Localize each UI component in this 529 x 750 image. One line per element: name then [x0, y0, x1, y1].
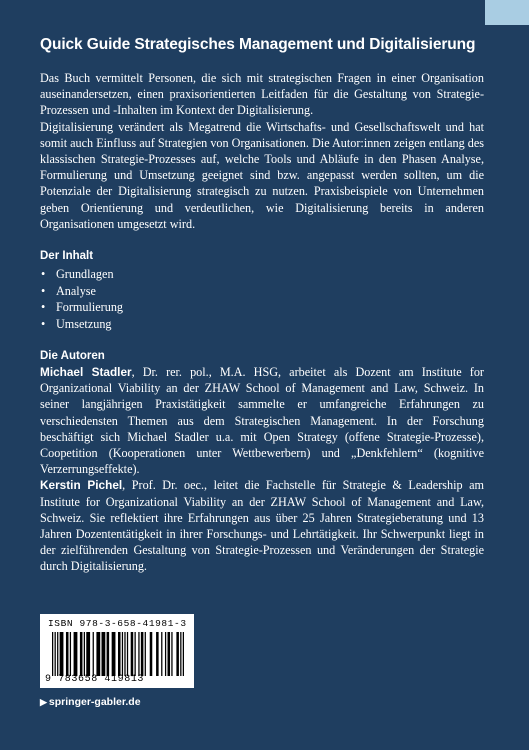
intro-paragraph: Das Buch vermittelt Personen, die sich mit strategischen Fragen in einer Organisation auseinandersetzen, einen praxisorientierten Leitfaden für die Gestaltung von Strategie-Prozessen und -Inhalten im Kontext der Digitalisierung. — [40, 71, 484, 118]
list-item: • Analyse — [41, 283, 96, 298]
barcode-bar — [138, 632, 139, 676]
barcode-bar — [86, 632, 90, 676]
barcode-bar — [150, 632, 153, 676]
barcode-bar — [156, 632, 159, 676]
barcode-bar — [66, 632, 69, 676]
barcode-bar — [112, 632, 116, 676]
barcode-bar — [74, 632, 78, 676]
barcode-bar — [118, 632, 121, 676]
contents-heading: Der Inhalt — [40, 250, 94, 263]
barcode-bar — [131, 632, 134, 676]
barcode-number: 9 783658 419813 — [45, 674, 145, 685]
barcode-bar — [60, 632, 64, 676]
bullet-icon: • — [41, 267, 46, 282]
barcode-bar — [176, 632, 179, 676]
barcode-bar — [93, 632, 94, 676]
barcode-bar — [57, 632, 58, 676]
barcode-bar — [52, 632, 53, 676]
barcode-bar — [96, 632, 100, 676]
barcode-bar — [107, 632, 110, 676]
book-title: Quick Guide Strategisches Management und Digitalisierung — [40, 36, 476, 53]
contents-list — [40, 266, 484, 332]
back-cover-text — [40, 36, 484, 575]
bullet-icon: • — [41, 283, 46, 298]
barcode-bars — [52, 632, 184, 676]
isbn-barcode — [40, 614, 194, 688]
barcode-bar — [80, 632, 83, 676]
barcode-bar — [171, 632, 172, 676]
isbn-label: ISBN 978-3-658-41981-3 — [48, 618, 187, 629]
publisher-link[interactable]: ▶ springer-gabler.de — [40, 696, 141, 708]
accent-band — [485, 0, 529, 25]
author-bio-stadler: Michael Stadler, Dr. rer. pol., M.A. HSG, arbeitet als Dozent am Institute for Organizational Viability an der ZHAW School of Management and Law, Schweiz. In seiner langjährigen Praxistätigkeit sammelte er umfangreiche Erfahrungen zu verschiedensten Themen aus dem Strategischen Management. In der Forschung beschäftigt sich Michael Stadler u.a. mit Open Strategy (offene Strategie-Prozesse), Coopetition (Kooperationen unter Wettbewerbern) und „Denkfehlern“ (kognitive Verzerrungseffekte). — [40, 365, 484, 477]
bullet-icon: • — [41, 300, 46, 315]
barcode-bar — [124, 632, 125, 676]
description-paragraph: Digitalisierung verändert als Megatrend die Wirtschafts- und Gesellschaftswelt und hat somit auch Einfluss auf Strategien von Organisationen. Die Autor:innen zeigen entlang des klassischen Strategie-Prozesses auf, welche Tools und Abläufe in den Phasen Analyse, Formulierung und Umsetzung geeignet sind bzw. angepasst werden sollten, um die Potenziale der Digitalisierung strategisch zu nutzen. Praxisbeispiele von Unternehmen geben Orientierung und verdeutlichen, wie Digitalisierung bereits in anderen Organisationen umgesetzt wird. — [40, 119, 484, 231]
barcode-bar — [84, 632, 85, 676]
barcode-bar — [183, 632, 184, 676]
barcode-bar — [161, 632, 162, 676]
triangle-right-icon: ▶ — [40, 697, 47, 707]
author-name: Kerstin Pichel — [40, 478, 123, 493]
barcode-bar — [127, 632, 128, 676]
bullet-icon: • — [41, 316, 46, 331]
barcode-bar — [168, 632, 171, 676]
barcode-bar — [102, 632, 106, 676]
author-name: Michael Stadler — [40, 365, 132, 380]
list-item: • Grundlagen — [41, 267, 114, 282]
barcode-bar — [122, 632, 123, 676]
barcode-bar — [165, 632, 166, 676]
list-item: • Umsetzung — [41, 316, 112, 331]
barcode-bar — [55, 632, 56, 676]
barcode-bar — [70, 632, 71, 676]
barcode-bar — [135, 632, 136, 676]
barcode-bar — [141, 632, 144, 676]
authors-heading: Die Autoren — [40, 350, 105, 363]
barcode-bar — [180, 632, 181, 676]
list-item: • Formulierung — [41, 300, 124, 315]
author-bio-pichel: Kerstin Pichel, Prof. Dr. oec., leitet die Fachstelle für Strategie & Leadership am Institute for Organizational Viability an der ZHAW School of Management and Law, Schweiz. Sie reflektiert ihre Erfahrungen aus über 25 Jahren Strategieberatung und 13 Jahren Dozententätigkeit in ihrer Forschungs- und Lehrtätigkeit. Ihr Schwerpunkt liegt in der zielführenden Gestaltung von Strategie-Prozessen und Veränderungen der Strategie durch Digitalisierung. — [40, 478, 484, 574]
barcode-bar — [145, 632, 146, 676]
